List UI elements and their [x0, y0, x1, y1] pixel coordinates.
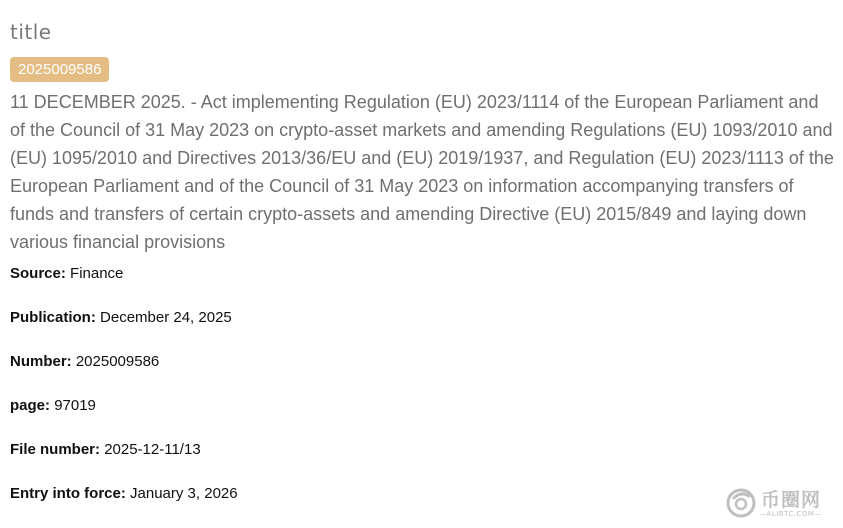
- document-page: [10, 0, 835, 528]
- watermark-name: 币圈网: [761, 489, 822, 511]
- watermark: [725, 484, 837, 520]
- document-title: 11 DECEMBER 2025. - Act implementing Regulation (EU) 2023/1114 of the European Parliament and of the Council of 31 May 2023 on crypto-asset markets and amending Regulations (EU) 1093/2010 and (EU) 1095/2010 and Directives 2013/36/EU and (EU) 2019/1937, and Regulation (EU) 2023/1113 of the European Parliament and of the Council of 31 May 2023 on information accompanying transfers of funds and transfers of certain crypto-assets and amending Directive (EU) 2015/849 and laying down various financial provisions: [10, 92, 834, 252]
- coin-swirl-logo-icon: [725, 486, 757, 518]
- meta-entry-into-force-label: Entry into force:: [10, 485, 126, 502]
- meta-entry-into-force-value: January 3, 2026: [130, 485, 238, 502]
- meta-file-number-label: File number:: [10, 441, 101, 458]
- meta-page-value: 97019: [54, 397, 96, 414]
- meta-source-label: Source:: [10, 265, 66, 282]
- meta-number: [10, 352, 835, 372]
- id-badge: 2025009586: [10, 57, 109, 82]
- meta-entry-into-force: [10, 484, 835, 504]
- section-label: title: [10, 20, 52, 44]
- watermark-domain: —ALIBTC.COM—: [759, 510, 822, 518]
- meta-publication-value: December 24, 2025: [100, 309, 232, 326]
- meta-publication: [10, 308, 835, 328]
- metadata-list: [10, 264, 835, 504]
- meta-source-value: Finance: [70, 265, 124, 282]
- meta-file-number-value: 2025-12-11/13: [104, 441, 201, 458]
- meta-publication-label: Publication:: [10, 309, 96, 326]
- meta-number-value: 2025009586: [75, 353, 160, 370]
- meta-page-label: page:: [10, 397, 51, 414]
- meta-page: [10, 396, 835, 416]
- meta-number-label: Number:: [10, 353, 72, 370]
- meta-source: [10, 264, 835, 284]
- meta-file-number: [10, 440, 835, 460]
